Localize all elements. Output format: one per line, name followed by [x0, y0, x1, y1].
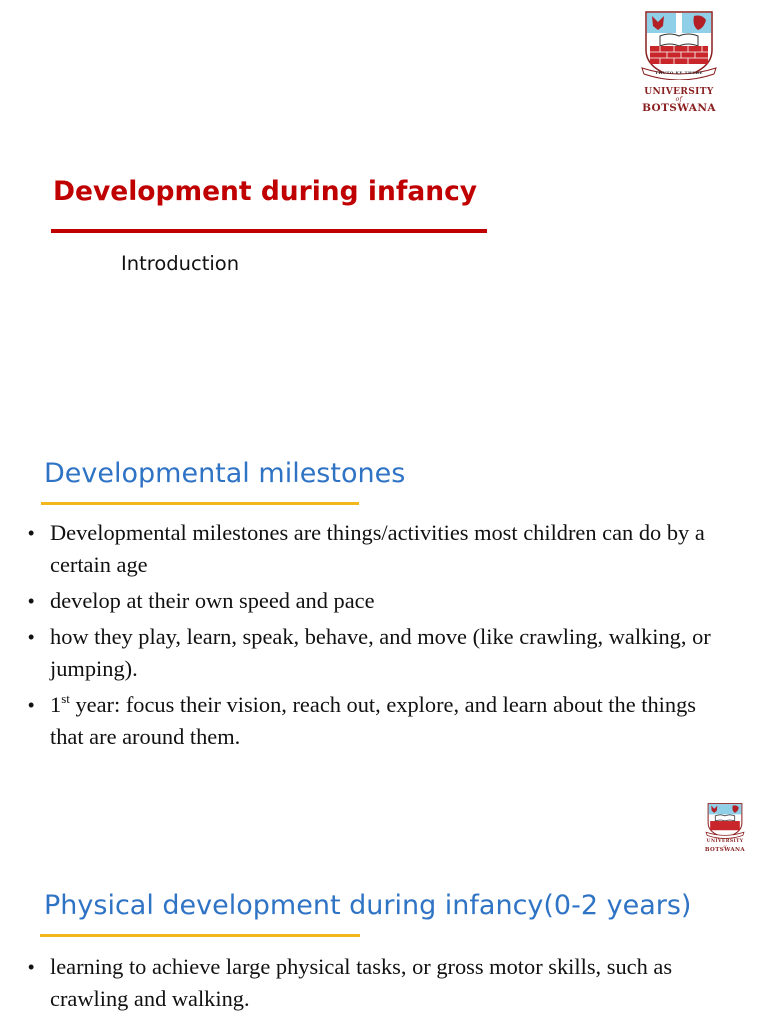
university-logo: [636, 8, 722, 114]
slide3-bullet-list: [28, 951, 728, 1019]
slide1-subtitle: Introduction: [121, 252, 240, 275]
bullet-icon: •: [28, 591, 35, 611]
bullet-text: [50, 692, 696, 749]
logo-line2: of: [675, 96, 683, 103]
list-item: [28, 585, 728, 617]
bullet-icon: •: [28, 695, 35, 715]
ordinal-number: 1: [50, 692, 62, 717]
logo-line3: BOTSWANA: [704, 847, 746, 853]
logo-line2: of: [723, 844, 727, 848]
bullet-icon: •: [28, 957, 35, 977]
ordinal-suffix: st: [61, 690, 70, 706]
title-underline: [40, 934, 360, 937]
slide2-title: Developmental milestones: [44, 458, 406, 489]
logo-motto: THUTO KE THEBE: [655, 70, 703, 75]
bullet-text: how they play, learn, speak, behave, and move (like crawling, walking, or jumping).: [50, 624, 711, 681]
university-logo-small: [703, 800, 747, 856]
list-item: [28, 951, 728, 1015]
slide3-title: Physical development during infancy(0-2 years): [44, 890, 692, 921]
title-underline: [51, 229, 487, 233]
bullet-text: learning to achieve large physical tasks, or gross motor skills, such as crawling and walking.: [50, 954, 673, 1011]
bullet-text: develop at their own speed and pace: [50, 588, 375, 613]
logo-line1: UNIVERSITY: [706, 839, 744, 844]
crest-icon: [703, 800, 747, 840]
logo-line1: UNIVERSITY: [644, 87, 714, 97]
list-item: [28, 517, 728, 581]
title-underline: [41, 502, 359, 505]
bullet-icon: •: [28, 627, 35, 647]
slide2-bullet-list: [28, 517, 728, 757]
logo-line3: BOTSWANA: [642, 102, 716, 114]
bullet-text: Developmental milestones are things/activities most children can do by a certain age: [50, 520, 705, 577]
list-item: [28, 689, 728, 753]
bullet-text-rest: year: focus their vision, reach out, explore, and learn about the things that are around them.: [50, 692, 696, 749]
list-item: [28, 621, 728, 685]
slide1-title: Development during infancy: [53, 176, 478, 207]
bullet-icon: •: [28, 523, 35, 543]
